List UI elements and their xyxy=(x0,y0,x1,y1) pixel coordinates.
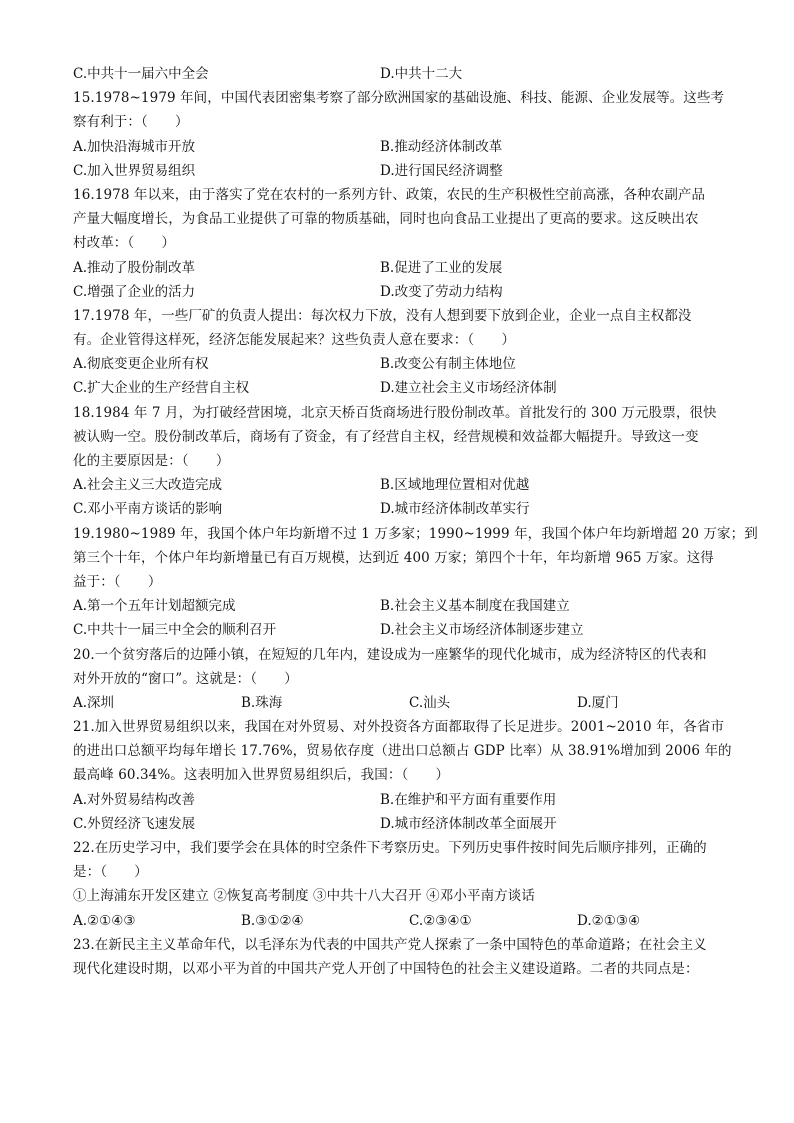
question-text-line: 被认购一空。股份制改革后，商场有了资金，有了经营自主权，经营规模和效益都大幅提升。导致这一变 xyxy=(73,428,699,445)
answer-option: B.区域地理位置相对优越 xyxy=(380,477,530,494)
answer-option: B.珠海 xyxy=(241,694,283,711)
answer-options-row xyxy=(73,618,721,642)
answer-option: C.邓小平南方谈话的影响 xyxy=(73,501,223,518)
answer-option: D.城市经济体制改革实行 xyxy=(380,501,530,518)
answer-option: D.厦门 xyxy=(577,694,619,711)
answer-option: C.中共十一届三中全会的顺利召开 xyxy=(73,622,277,639)
answer-options-row xyxy=(73,352,721,376)
answer-option: A.推动了股份制改革 xyxy=(73,259,196,276)
question-text-line: 16.1978 年以来，由于落实了党在农村的一系列方针、政策，农民的生产积极性空前高涨，各种农副产品 xyxy=(73,186,706,203)
answer-option: A.彻底变更企业所有权 xyxy=(73,356,209,373)
answer-options-row xyxy=(73,256,721,280)
answer-option: D.中共十二大 xyxy=(380,66,463,82)
question-text-line: 23.在新民主主义革命年代，以毛泽东为代表的中国共产党人探索了一条中国特色的革命道路；在社会主义 xyxy=(73,936,707,953)
answer-option: C.②③④① xyxy=(409,912,472,929)
question-text-line: 察有利于：（ ） xyxy=(73,114,189,131)
answer-option: A.加快沿海城市开放 xyxy=(73,138,196,155)
answer-option: D.建立社会主义市场经济体制 xyxy=(380,380,557,397)
question-text-line: 22.在历史学习中，我们要学会在具体的时空条件下考察历史。下列历史事件按时间先后顺序排列，正确的 xyxy=(73,840,707,856)
answer-options-row xyxy=(73,280,721,304)
answer-option: A.深圳 xyxy=(73,694,115,711)
question-text-line: 最高峰 60.34%。这表明加入世界贸易组织后，我国：（ ） xyxy=(73,767,450,784)
answer-option: A.第一个五年计划超额完成 xyxy=(73,598,236,615)
question-stem xyxy=(73,401,721,474)
question-stem xyxy=(73,715,732,788)
question-text-line: 对外开放的“窗口”。这就是：（ ） xyxy=(73,670,298,687)
answer-option: D.改变了劳动力结构 xyxy=(380,283,503,300)
answer-option: C.加入世界贸易组织 xyxy=(73,162,196,179)
question-stem xyxy=(73,836,721,909)
answer-options-row xyxy=(73,159,721,183)
question-text-line: 有。企业管得这样死，经济怎能发展起来？这些负责人意在要求：（ ） xyxy=(73,332,516,349)
question-text-line: 益于：（ ） xyxy=(73,573,162,590)
question-text-line: 产量大幅度增长，为食品工业提供了可靠的物质基础，同时也向食品工业提出了更高的要求。这反映出农 xyxy=(73,211,699,228)
question-stem xyxy=(73,86,725,134)
answer-option: C.增强了企业的活力 xyxy=(73,283,196,300)
answer-option: A.②①④③ xyxy=(73,912,136,929)
question-text-line: 第三个十年，个体户年均新增量已有百万规模，达到近 400 万家；第四个十年，年均新增 965 万家。这得 xyxy=(73,549,714,566)
answer-options-row xyxy=(73,909,721,933)
question-text-line: 21.加入世界贸易组织以来，我国在对外贸易、对外投资各方面都取得了长足进步。2001~2010 年，各省市 xyxy=(73,719,725,736)
question-text-line: 村改革：（ ） xyxy=(73,235,176,252)
answer-option: A.对外贸易结构改善 xyxy=(73,791,196,808)
question-stem xyxy=(73,522,758,595)
question-text-line: 现代化建设时期，以邓小平为首的中国共产党人开创了中国特色的社会主义建设道路。二者的共同点是： xyxy=(73,960,699,977)
question-text-line: 的进出口总额平均每年增长 17.76%，贸易依存度（进出口总额占 GDP 比率）从 38.91%增加到 2006 年的 xyxy=(73,743,732,760)
answer-option: D.进行国民经济调整 xyxy=(380,162,503,179)
answer-option: B.推动经济体制改革 xyxy=(380,138,503,155)
answer-option: C.外贸经济飞速发展 xyxy=(73,815,196,832)
question-text-line: ①上海浦东开发区建立 ②恢复高考制度 ③中共十八大召开 ④邓小平南方谈话 xyxy=(73,888,535,905)
question-list xyxy=(73,62,758,981)
question-text-line: 19.1980~1989 年，我国个体户年均新增不过 1 万多家；1990~1999 年，我国个体户年均新增超 20 万家；到 xyxy=(73,525,758,542)
question-text-line: 是：（ ） xyxy=(73,864,148,881)
answer-option: B.社会主义基本制度在我国建立 xyxy=(380,598,570,615)
question-stem xyxy=(73,933,721,981)
answer-option: B.改变公有制主体地位 xyxy=(380,356,516,373)
answer-options-row xyxy=(73,594,721,618)
answer-option: B.③①②④ xyxy=(241,912,304,929)
answer-options-row xyxy=(73,691,721,715)
answer-options-row xyxy=(73,497,721,521)
answer-options-row xyxy=(73,788,721,812)
answer-option: D.②①③④ xyxy=(577,912,641,929)
answer-option: C.扩大企业的生产经营自主权 xyxy=(73,380,250,397)
question-stem xyxy=(73,643,721,691)
answer-option: B.促进了工业的发展 xyxy=(380,259,503,276)
answer-options-row xyxy=(73,135,721,159)
answer-options-row xyxy=(73,812,721,836)
question-text-line: 20.一个贫穷落后的边陲小镇，在短短的几年内，建设成为一座繁华的现代化城市，成为经济特区的代表和 xyxy=(73,646,707,663)
question-text-line: 15.1978~1979 年间，中国代表团密集考察了部分欧洲国家的基础设施、科技、能源、企业发展等。这些考 xyxy=(73,90,725,107)
answer-options-row xyxy=(73,62,721,86)
question-stem xyxy=(73,183,721,256)
question-text-line: 18.1984 年 7 月，为打破经营困境，北京天桥百货商场进行股份制改革。首批发行的 300 万元股票，很快 xyxy=(73,404,717,421)
answer-option: D.社会主义市场经济体制逐步建立 xyxy=(380,622,584,639)
answer-option: C.汕头 xyxy=(409,694,451,711)
question-text-line: 化的主要原因是：（ ） xyxy=(73,453,230,469)
answer-options-row xyxy=(73,376,721,400)
answer-option: A.社会主义三大改造完成 xyxy=(73,477,223,494)
question-text-line: 17.1978 年，一些厂矿的负责人提出：每次权力下放，没有人想到要下放到企业，企业一点自主权都没 xyxy=(73,307,692,324)
answer-option: C.中共十一届六中全会 xyxy=(73,66,209,82)
question-stem xyxy=(73,304,721,352)
answer-option: D.城市经济体制改革全面展开 xyxy=(380,815,557,832)
answer-option: B.在维护和平方面有重要作用 xyxy=(380,791,557,808)
answer-options-row xyxy=(73,473,721,497)
